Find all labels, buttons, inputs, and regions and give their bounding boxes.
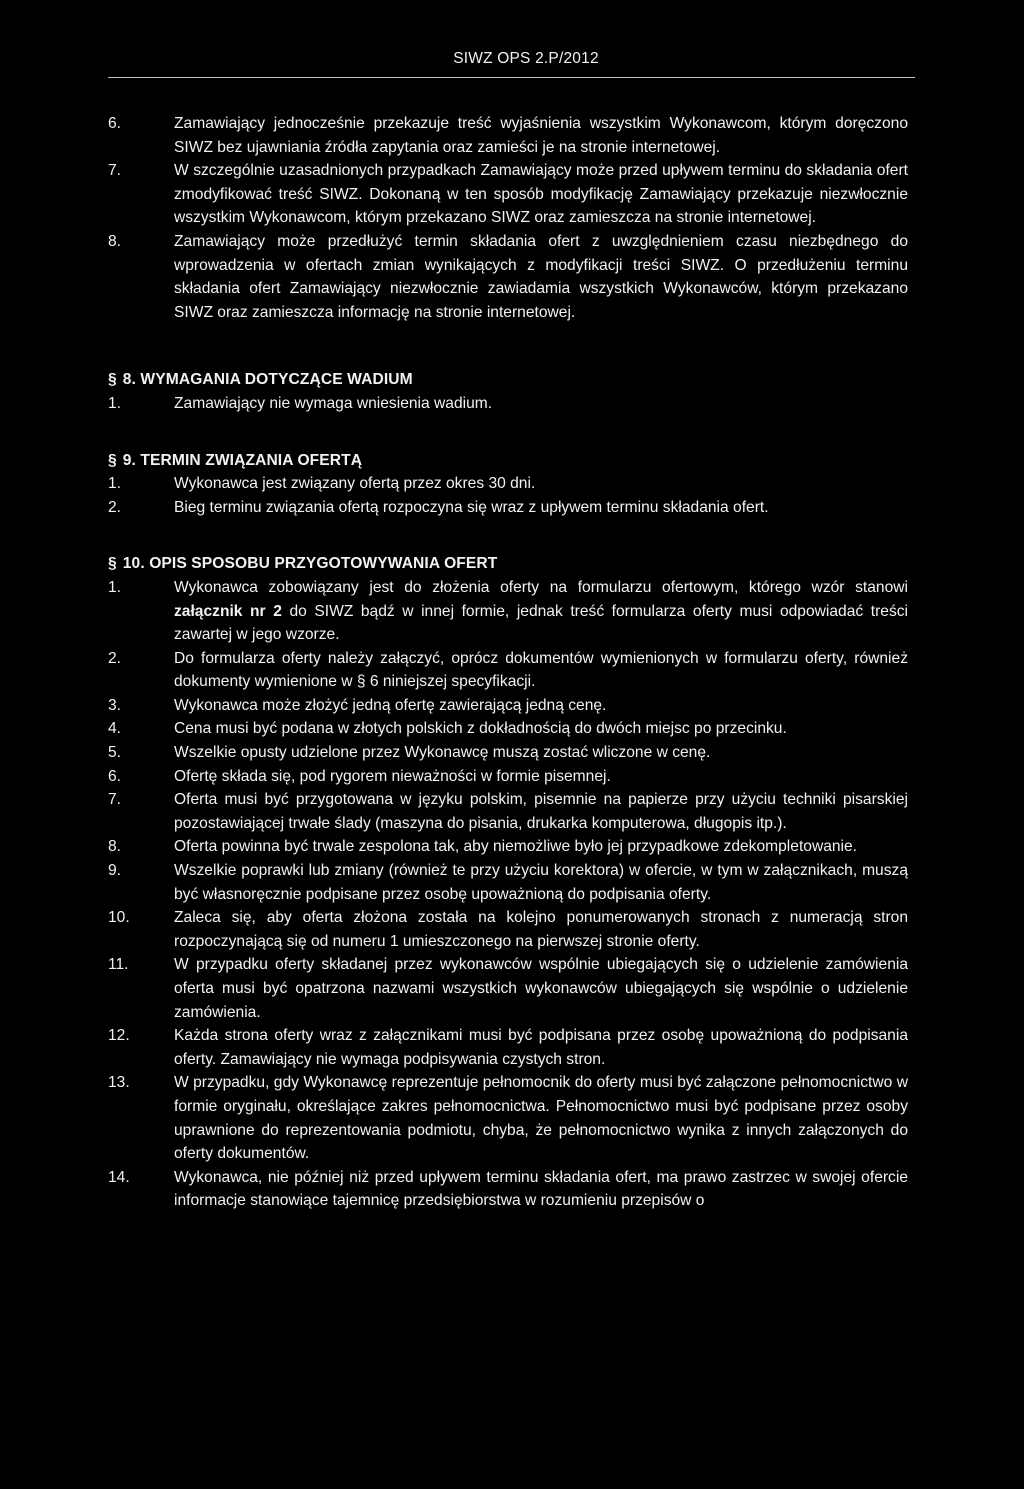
item-text: Zamawiający nie wymaga wniesienia wadium.: [174, 394, 493, 412]
section-heading: [108, 552, 908, 576]
section-sign: §: [108, 371, 117, 389]
item-number: 10.: [108, 909, 130, 927]
item-text: Każda strona oferty wraz z załącznikami musi być podpisana przez osobę upoważnioną do podpisania oferty. Zamawiający nie wymaga podpisywania czystych stron.: [174, 1027, 908, 1068]
list-item: [108, 1071, 908, 1165]
item-number: 8.: [108, 232, 122, 250]
item-text: Zamawiający jednocześnie przekazuje treść wyjaśnienia wszystkim Wykonawcom, którym doręczono SIWZ bez ujawniania źródła zapytania oraz zamieści je na stronie internetowej.: [174, 115, 908, 156]
section-title: 8. WYMAGANIA DOTYCZĄCE WADIUM: [122, 371, 413, 389]
section-9: [108, 449, 908, 520]
item-number: 2.: [108, 498, 122, 516]
list-item: [108, 112, 908, 159]
list-item: [108, 765, 908, 789]
header-rule: [108, 77, 915, 78]
item-number: 1.: [108, 578, 122, 596]
document-code: SIWZ OPS 2.P/2012: [453, 50, 599, 67]
list-item: [108, 647, 908, 694]
attachment-reference: załącznik nr 2: [174, 602, 282, 620]
item-text: Oferta powinna być trwale zespolona tak, aby niemożliwe było jej przypadkowe zdekompletowanie.: [174, 838, 858, 856]
item-text: Do formularza oferty należy załączyć, oprócz dokumentów wymienionych w formularzu oferty, również dokumenty wymienione w § 6 niniejszej specyfikacji.: [174, 649, 908, 691]
section-heading: [108, 368, 908, 392]
list-item: [108, 392, 908, 416]
list-item: [108, 496, 908, 520]
list-item: [108, 741, 908, 765]
item-text: Cena musi być podana w złotych polskich z dokładnością do dwóch miejsc po przecinku.: [174, 720, 787, 738]
item-number: 4.: [108, 720, 122, 738]
item-text: Ofertę składa się, pod rygorem nieważności w formie pisemnej.: [174, 767, 611, 785]
item-number: 5.: [108, 744, 122, 762]
list-item: [108, 159, 908, 230]
list-item: [108, 788, 908, 835]
section-7-continuation: [108, 112, 908, 324]
list-item: [108, 953, 908, 1024]
document-body: [108, 112, 908, 1213]
item-number: 3.: [108, 696, 122, 714]
item-text: Bieg terminu związania ofertą rozpoczyna się wraz z upływem terminu składania ofert.: [174, 498, 769, 516]
section-sign: §: [108, 451, 117, 469]
item-number: 8.: [108, 838, 122, 856]
item-text: W przypadku oferty składanej przez wykonawców wspólnie ubiegających się o udzielenie zamówienia oferta musi być opatrzona nazwami wszystkich wykonawców ubiegających się wspólnie o udzielenie zamówienia.: [174, 956, 908, 1021]
item-text: Wszelkie opusty udzielone przez Wykonawcę muszą zostać wliczone w cenę.: [174, 744, 711, 762]
item-number: 1.: [108, 394, 122, 412]
item-text: Wykonawca może złożyć jedną ofertę zawierającą jedną cenę.: [174, 696, 607, 714]
list-item: [108, 576, 908, 647]
list-item: [108, 472, 908, 496]
section-10: [108, 552, 908, 1213]
section-8: [108, 368, 908, 415]
item-text: Zaleca się, aby oferta złożona została na kolejno ponumerowanych stronach z numeracją stron rozpoczynającą się od numeru 1 umieszczonego na pierwszej stronie oferty.: [174, 909, 908, 950]
section-title: 9. TERMIN ZWIĄZANIA OFERTĄ: [122, 451, 363, 469]
item-number: 7.: [108, 162, 122, 180]
item-number: 12.: [108, 1027, 130, 1045]
item-text: Oferta musi być przygotowana w języku polskim, pisemnie na papierze przy użyciu techniki pisarskiej pozostawiającej trwałe ślady (maszyna do pisania, drukarka komputerowa, długopis itp.).: [174, 791, 908, 832]
list-item: [108, 859, 908, 906]
item-text: Wszelkie poprawki lub zmiany (również te przy użyciu korektora) w ofercie, w tym w załącznikach, muszą być własnoręcznie podpisane przez osobę upoważnioną do podpisania oferty.: [174, 862, 908, 903]
item-text: [174, 576, 908, 647]
list-item: [108, 1024, 908, 1071]
item-text: Zamawiający może przedłużyć termin składania ofert z uwzględnieniem czasu niezbędnego do wprowadzenia w ofertach zmian wynikających z modyfikacji treści SIWZ. O przedłużeniu terminu składania ofert Zamawiający niezwłocznie zawiadamia wszystkich Wykonawców, którym przekazano SIWZ oraz zamieszcza informację na stronie internetowej.: [174, 232, 908, 321]
list-item: [108, 717, 908, 741]
list-item: [108, 230, 908, 324]
item-number: 2.: [108, 649, 122, 667]
item-text: Wykonawca, nie później niż przed upływem terminu składania ofert, ma prawo zastrzec w swojej ofercie informacje stanowiące tajemnicę przedsiębiorstwa w rozumieniu przepisów o: [174, 1168, 908, 1210]
item-number: 14.: [108, 1168, 130, 1186]
item-number: 6.: [108, 767, 122, 785]
list-item: [108, 694, 908, 718]
item-text-part: do SIWZ bądź w innej formie, jednak treść formularza oferty musi odpowiadać treści zawartej w jego wzorze.: [174, 602, 909, 644]
item-number: 6.: [108, 115, 122, 132]
page-header: [0, 50, 1024, 68]
item-text-part: Wykonawca zobowiązany jest do złożenia oferty na formularzu ofertowym, którego wzór stanowi: [174, 578, 908, 596]
section-heading: [108, 449, 908, 473]
list-item: [108, 1166, 908, 1213]
item-text: Wykonawca jest związany ofertą przez okres 30 dni.: [174, 475, 536, 493]
item-number: 1.: [108, 475, 122, 493]
list-item: [108, 906, 908, 953]
item-number: 13.: [108, 1074, 130, 1092]
item-number: 11.: [108, 956, 129, 974]
item-text: W przypadku, gdy Wykonawcę reprezentuje pełnomocnik do oferty musi być załączone pełnomocnictwo w formie oryginału, określające zakres pełnomocnictwa. Pełnomocnictwo musi być podpisane przez osoby uprawnione do reprezentowania podmiotu, chyba, że pełnomocnictwo wynika z innych załączonych do oferty dokumentów.: [174, 1074, 908, 1163]
section-title: 10. OPIS SPOSOBU PRZYGOTOWYWANIA OFERT: [122, 555, 498, 573]
item-text: W szczególnie uzasadnionych przypadkach Zamawiający może przed upływem terminu do składania ofert zmodyfikować treść SIWZ. Dokonaną w ten sposób modyfikację Zamawiający przekazuje niezwłocznie wszystkim Wykonawcom, którym przekazano SIWZ oraz zamieszcza na stronie internetowej.: [174, 162, 908, 227]
item-number: 9.: [108, 862, 122, 880]
section-sign: §: [108, 555, 117, 573]
item-number: 7.: [108, 791, 122, 809]
list-item: [108, 835, 908, 859]
